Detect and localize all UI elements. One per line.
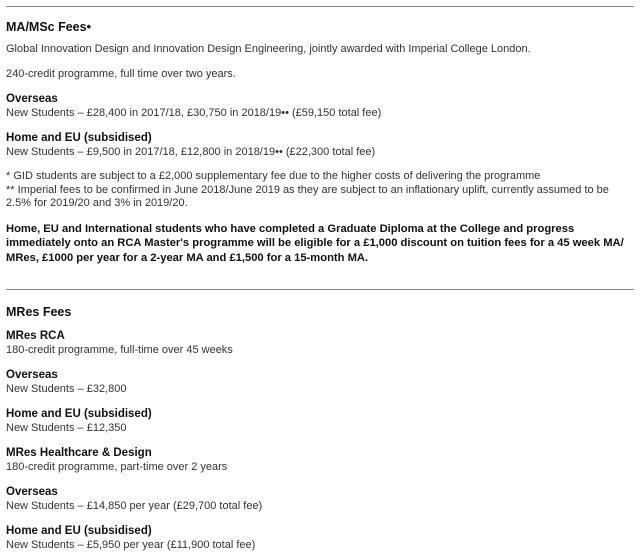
- ma-overseas-fee: New Students – £28,400 in 2017/18, £30,750 in 2018/19•• (£59,150 total fee): [6, 107, 382, 119]
- mres-rca-overseas-fee: New Students – £32,800: [6, 383, 127, 395]
- fees-page: [0, 6, 640, 553]
- mres-title: MRes Fees: [6, 305, 72, 319]
- mres-rca-heading: MRes RCA: [6, 330, 65, 342]
- ma-footnote-gid: * GID students are subject to a £2,000 supplementary fee due to the higher costs of delivering the programme: [6, 170, 541, 182]
- ma-intro-programmes: Global Innovation Design and Innovation Design Engineering, jointly awarded with Imperial College London.: [6, 43, 531, 55]
- ma-footnote-imperial: ** Imperial fees to be confirmed in June 2018/June 2019 as they are subject to an inflationary uplift, currently assumed to be 2.5% for 2019/20 and 3% in 2019/20.: [6, 183, 609, 209]
- mres-rca-home-fee: New Students – £12,350: [6, 422, 127, 434]
- mres-rca-overseas-heading: Overseas: [6, 369, 58, 381]
- mres-hd-heading: MRes Healthcare & Design: [6, 447, 152, 459]
- mres-hd-overseas-heading: Overseas: [6, 486, 58, 498]
- mres-hd-home-fee: New Students – £5,950 per year (£11,900 total fee): [6, 539, 256, 551]
- ma-intro-credits: 240-credit programme, full time over two years.: [6, 68, 236, 80]
- ma-home-fee: New Students – £9,500 in 2017/18, £12,800 in 2018/19•• (£22,300 total fee): [6, 146, 376, 158]
- ma-home-heading: Home and EU (subsidised): [6, 132, 152, 144]
- mres-hd-home-heading: Home and EU (subsidised): [6, 525, 152, 537]
- ma-msc-title: MA/MSc Fees•: [6, 20, 91, 34]
- mres-section: [6, 305, 634, 552]
- mres-rca-description: 180-credit programme, full-time over 45 weeks: [6, 344, 233, 356]
- ma-msc-section: [6, 20, 634, 265]
- ma-discount-note: Home, EU and International students who have completed a Graduate Diploma at the College and progress immediately onto an RCA Master's programme will be eligible for a £1,000 discount on tuition fees for a 45 week MA/ MRes, £1000 per year for a 2-year MA and £1,500 for a 15-month MA.: [6, 222, 624, 264]
- mres-hd-overseas-fee: New Students – £14,850 per year (£29,700 total fee): [6, 500, 263, 512]
- ma-overseas-heading: Overseas: [6, 93, 58, 105]
- divider: [6, 6, 634, 7]
- mres-rca-home-heading: Home and EU (subsidised): [6, 408, 152, 420]
- mres-hd-description: 180-credit programme, part-time over 2 years: [6, 461, 228, 473]
- divider: [6, 289, 634, 290]
